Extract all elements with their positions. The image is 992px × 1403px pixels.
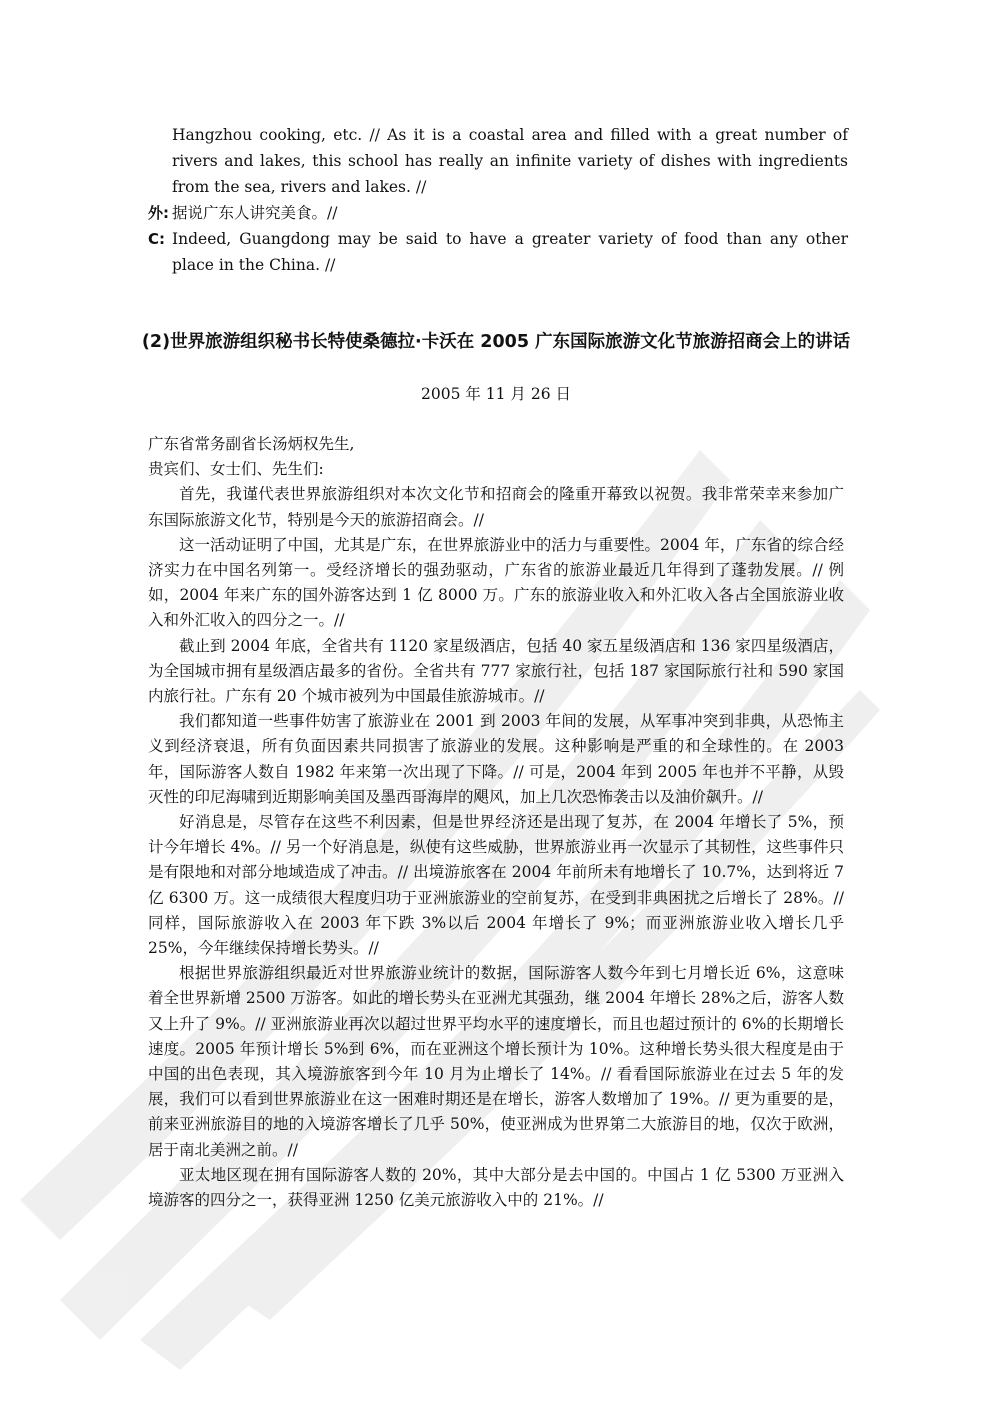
speech-body — [148, 432, 844, 1213]
dialogue-text: 据说广东人讲究美食。// — [172, 204, 338, 222]
dialogue-text: Hangzhou cooking, etc. // As it is a coastal area and filled with a great number of rivers and lakes, this school has really an infinite variety of dishes with ingredients from the sea, rivers and lakes. // — [172, 126, 848, 196]
dialogue-section — [148, 122, 848, 278]
dialogue-line — [148, 200, 848, 226]
speech-date: 2005 年 11 月 26 日 — [420, 385, 572, 403]
paragraph: 首先，我谨代表世界旅游组织对本次文化节和招商会的隆重开幕致以祝贺。我非常荣幸来参加广东国际旅游文化节，特别是今天的旅游招商会。// — [148, 485, 844, 529]
dialogue-line — [148, 226, 848, 278]
speaker-label: 外: — [148, 204, 169, 222]
speech-title: (2)世界旅游组织秘书长特使桑德拉·卡沃在 2005 广东国际旅游文化节旅游招商会上的讲话 — [141, 332, 851, 352]
dialogue-text: Indeed, Guangdong may be said to have a greater variety of food than any other place in the China. // — [172, 230, 848, 274]
speaker-label: C: — [148, 230, 166, 248]
dialogue-line — [148, 122, 848, 200]
paragraph: 这一活动证明了中国，尤其是广东，在世界旅游业中的活力与重要性。2004 年，广东省的综合经济实力在中国名列第一。受经济增长的强劲驱动，广东省的旅游业最近几年得到了蓬勃发展。// 例如，2004 年来广东的国外游客达到 1 亿 8000 万。广东的旅游业收入和外汇收入各占全国旅游业收入和外汇收入的四分之一。// — [148, 535, 844, 630]
paragraph: 我们都知道一些事件妨害了旅游业在 2001 到 2003 年间的发展，从军事冲突到非典，从恐怖主义到经济衰退，所有负面因素共同损害了旅游业的发展。这种影响是严重的和全球性的。在 2003 年，国际游客人数自 1982 年来第一次出现了下降。// 可是，2004 年到 2005 年也并不平静，从毁灭性的印尼海啸到近期影响美国及墨西哥海岸的飓风，加上几次恐怖袭击以及油价飙升。// — [148, 712, 844, 806]
paragraph: 亚太地区现在拥有国际游客人数的 20%，其中大部分是去中国的。中国占 1 亿 5300 万亚洲入境游客的四分之一，获得亚洲 1250 亿美元旅游收入中的 21%。// — [148, 1165, 844, 1210]
salutation: 贵宾们、女士们、先生们: — [148, 460, 324, 479]
salutation: 广东省常务副省长汤炳权先生, — [148, 435, 355, 453]
paragraph: 根据世界旅游组织最近对世界旅游业统计的数据，国际游客人数今年到七月增长近 6%，这意味着全世界新增 2500 万游客。如此的增长势头在亚洲尤其强劲，继 2004 年增长 28%之后，游客人数又上升了 9%。// 亚洲旅游业再次以超过世界平均水平的速度增长，而且也超过预计的 6%的长期增长速度。2005 年预计增长 5%到 6%，而在亚洲这个增长预计为 10%。这种增长势头很大程度是由于中国的出色表现，其入境游旅客到今年 10 月为止增长了 14%。// 看看国际旅游业在过去 5 年的发展，我们可以看到世界旅游业在这一困难时期还是在增长，游客人数增加了 19%。// 更为重要的是，前来亚洲旅游目的地的入境游客增长了几乎 50%，使亚洲成为世界第二大旅游目的地，仅次于欧洲，居于南北美洲之前。// — [148, 964, 844, 1159]
paragraph: 截止到 2004 年底，全省共有 1120 家星级酒店，包括 40 家五星级酒店和 136 家四星级酒店，为全国城市拥有星级酒店最多的省份。全省共有 777 家旅行社，包括 187 家国际旅行社和 590 家国内旅行社。广东有 20 个城市被列为中国最佳旅游城市。// — [148, 636, 844, 706]
paragraph: 好消息是，尽管存在这些不利因素，但是世界经济还是出现了复苏，在 2004 年增长了 5%，预计今年增长 4%。// 另一个好消息是，纵使有这些威胁，世界旅游业再一次显示了其韧性，这些事件只是有限地和对部分地域造成了冲击。// 出境游旅客在 2004 年前所未有地增长了 10.7%，达到将近 7 亿 6300 万。这一成绩很大程度归功于亚洲旅游业的空前复苏，在受到非典困扰之后增长了 28%。// 同样，国际旅游收入在 2003 年下跌 3%以后 2004 年增长了 9%；而亚洲旅游业收入增长几乎 25%，今年继续保持增长势头。// — [148, 813, 844, 958]
